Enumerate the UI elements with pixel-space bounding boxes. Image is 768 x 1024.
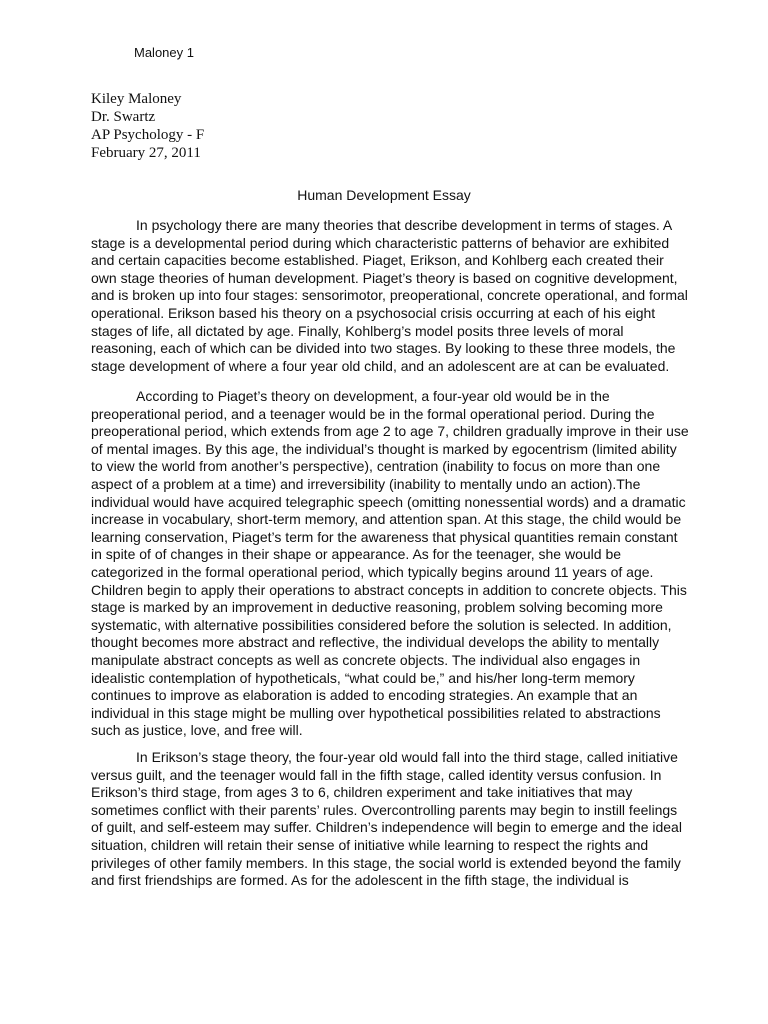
paragraph-line: such as justice, love, and free will.	[91, 722, 303, 739]
teacher-name: Dr. Swartz	[91, 109, 156, 125]
paragraph-line: According to Piaget’s theory on development, a four-year old would be in the	[136, 388, 610, 404]
paragraph-line: idealistic contemplation of hypotheticals, “what could be,” and his/her long-term memory	[91, 669, 635, 686]
paragraph-line: sometimes conflict with their parents’ rules. Overcontrolling parents may begin to instill feelings	[91, 801, 678, 818]
paragraph-line: of mental images. By this age, the individual’s thought is marked by egocentrism (limited ability	[91, 440, 677, 457]
paragraph-line: individual in this stage might be mulling over hypothetical possibilities related to abstractions	[91, 704, 661, 721]
paragraph-line: reasoning, each of which can be divided into two stages. By looking to these three models, the	[91, 340, 676, 357]
student-name: Kiley Maloney	[91, 91, 182, 107]
paragraph-line: and first friendships are formed. As for the adolescent in the fifth stage, the individual is	[91, 872, 629, 889]
essay-title: Human Development Essay	[297, 187, 471, 203]
paragraph-line: versus guilt, and the teenager would fall in the fifth stage, called identity versus confusion. In	[91, 766, 662, 783]
paragraph-line: stage development of where a four year old child, and an adolescent are at can be evaluated.	[91, 357, 670, 374]
paragraph-line: and is broken up into four stages: sensorimotor, preoperational, concrete operational, and formal	[91, 287, 688, 304]
student-heading-block	[91, 90, 204, 162]
paragraph-2	[91, 388, 689, 740]
paragraph-line: learning conservation, Piaget’s term for the awareness that physical quantities remain constant	[91, 528, 678, 545]
paragraph-line: stage is marked by an improvement in deductive reasoning, problem solving becoming more	[91, 599, 663, 616]
paragraph-line: preoperational period, which extends from age 2 to age 7, children gradually improve in their use	[91, 423, 689, 440]
paragraph-line: stages of life, all dictated by age. Finally, Kohlberg’s model posits three levels of moral	[91, 322, 624, 339]
essay-date: February 27, 2011	[91, 145, 201, 161]
paragraph-line: In Erikson’s stage theory, the four-year old would fall into the third stage, called initiative	[136, 749, 678, 765]
paragraph-line: and certain capacities become established. Piaget, Erikson, and Kohlberg each created their	[91, 252, 664, 269]
paragraph-line: aspect of a problem at a time) and irreversibility (inability to mentally undo an action).The	[91, 475, 641, 492]
course-name: AP Psychology - F	[91, 127, 205, 143]
paragraph-line: In psychology there are many theories that describe development in terms of stages. A	[136, 217, 673, 233]
paragraph-line: in spite of of changes in their shape or appearance. As for the teenager, she would be	[91, 546, 622, 563]
paragraph-line: situation, children will retain their sense of initiative while learning to respect the rights and	[91, 836, 649, 853]
paragraph-line: systematic, with alternative possibilities considered before the solution is selected. In addition,	[91, 616, 672, 633]
paragraph-3	[91, 749, 682, 890]
paragraph-line: increase in vocabulary, short-term memory, and attention span. At this stage, the child would be	[91, 511, 682, 528]
paragraph-line: privileges of other family members. In this stage, the social world is extended beyond the family	[91, 854, 681, 871]
paragraph-line: stage is a developmental period during which characteristic patterns of behavior are exhibited	[91, 234, 670, 251]
paragraph-line: preoperational period, and a teenager would be in the formal operational period. During the	[91, 405, 655, 422]
paragraph-line: to view the world from another’s perspective), centration (inability to focus on more than one	[91, 458, 661, 475]
paragraph-line: Children begin to apply their operations to abstract concepts in addition to concrete objects. This	[91, 581, 687, 598]
paragraph-line: individual would have acquired telegraphic speech (omitting nonessential words) and a dramatic	[91, 493, 686, 510]
running-header: Maloney 1	[134, 45, 194, 60]
paragraph-line: continues to improve as elaboration is added to encoding strategies. An example that an	[91, 687, 638, 704]
paragraph-line: operational. Erikson based his theory on a psychosocial crisis occurring at each of his eight	[91, 304, 656, 321]
paragraph-line: manipulate abstract concepts as well as concrete objects. The individual also engages in	[91, 651, 641, 668]
paragraph-line: thought becomes more abstract and reflective, the individual develops the ability to mentally	[91, 634, 660, 651]
paragraph-line: own stage theories of human development. Piaget’s theory is based on cognitive development,	[91, 269, 678, 286]
paragraph-1	[91, 217, 688, 375]
paragraph-line: Erikson’s third stage, from ages 3 to 6, children experiment and take initiatives that may	[91, 784, 633, 801]
paragraph-line: categorized in the formal operational period, which typically begins around 11 years of age.	[91, 563, 654, 580]
paragraph-line: of guilt, and self-esteem may suffer. Children’s independence will begin to emerge and the ideal	[91, 819, 682, 836]
